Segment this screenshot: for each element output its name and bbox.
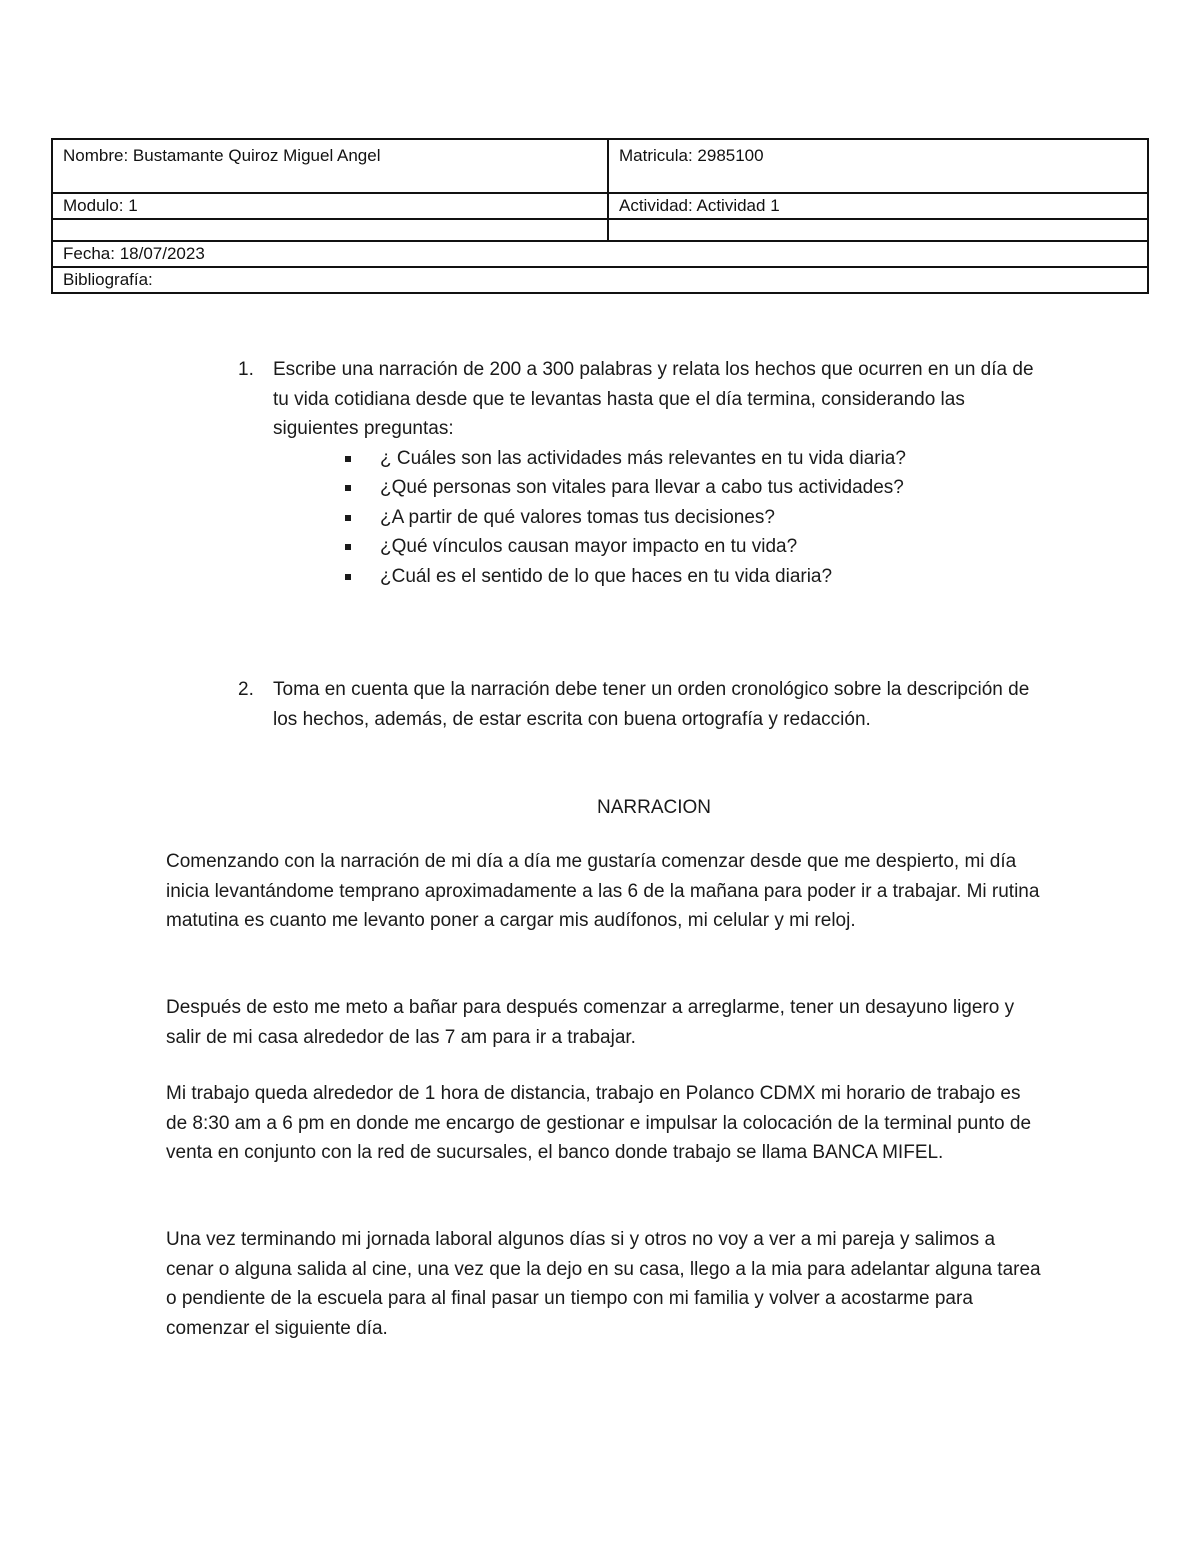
question-text: ¿Qué personas son vitales para llevar a cabo tus actividades? [380,477,904,498]
nombre-cell: Nombre: Bustamante Quiroz Miguel Angel [52,139,608,193]
square-bullet-icon [345,574,351,580]
modulo-cell: Modulo: 1 [52,193,608,219]
square-bullet-icon [345,456,351,462]
list-item [345,532,1038,562]
list-item [345,562,1038,592]
square-bullet-icon [345,485,351,491]
question-text: ¿A partir de qué valores tomas tus decisiones? [380,506,775,528]
fecha-cell: Fecha: 18/07/2023 [52,241,1148,267]
student-info-table [51,138,1149,294]
question-text: ¿ Cuáles son las actividades más relevantes en tu vida diaria? [380,447,906,469]
list-item [345,473,1038,503]
empty-cell-left [52,219,608,241]
instruction-item-2 [238,675,1038,734]
matricula-cell: Matricula: 2985100 [608,139,1148,193]
narration-title: NARRACION [596,797,711,818]
list-item [345,444,1038,474]
list-item [345,503,1038,533]
instruction-item-1 [238,355,1038,591]
empty-cell-right [608,219,1148,241]
instruction-number: 1. [238,359,254,380]
bibliografia-cell: Bibliografía: [52,267,1148,293]
narration-paragraph-4: Una vez terminando mi jornada laboral algunos días si y otros no voy a ver a mi pareja y salimos a cenar o alguna salida al cine, una vez que la dejo en su casa, llego a la mia para adelantar alguna tarea o pendiente de la escuela para al final pasar un tiempo con mi familia y volver a acostarme para comenzar el siguiente día. [166,1229,1041,1339]
square-bullet-icon [345,544,351,550]
instruction-number: 2. [238,679,254,700]
instruction-text: Escribe una narración de 200 a 300 palabras y relata los hechos que ocurren en un día de tu vida cotidiana desde que te levantas hasta que el día termina, considerando las siguientes preguntas: [273,359,1034,439]
narration-paragraph-1: Comenzando con la narración de mi día a día me gustaría comenzar desde que me despierto, mi día inicia levantándome temprano aproximadamente a las 6 de la mañana para poder ir a trabajar. Mi rutina matutina es cuanto me levanto poner a cargar mis audífonos, mi celular y mi reloj. [166,851,1040,931]
question-list [345,444,1038,592]
narration-paragraph-3: Mi trabajo queda alrededor de 1 hora de distancia, trabajo en Polanco CDMX mi horario de trabajo es de 8:30 am a 6 pm en donde me encargo de gestionar e impulsar la colocación de la terminal punto de venta en conjunto con la red de sucursales, el banco donde trabajo se llama BANCA MIFEL. [166,1083,1032,1163]
actividad-cell: Actividad: Actividad 1 [608,193,1148,219]
question-text: ¿Cuál es el sentido de lo que haces en tu vida diaria? [380,565,833,587]
narration-paragraph-2: Después de esto me meto a bañar para después comenzar a arreglarme, tener un desayuno ligero y salir de mi casa alrededor de las 7 am para ir a trabajar. [166,997,1015,1048]
square-bullet-icon [345,515,351,521]
instruction-text: Toma en cuenta que la narración debe tener un orden cronológico sobre la descripción de los hechos, además, de estar escrita con buena ortografía y redacción. [273,679,1030,730]
question-text: ¿Qué vínculos causan mayor impacto en tu vida? [380,536,798,557]
